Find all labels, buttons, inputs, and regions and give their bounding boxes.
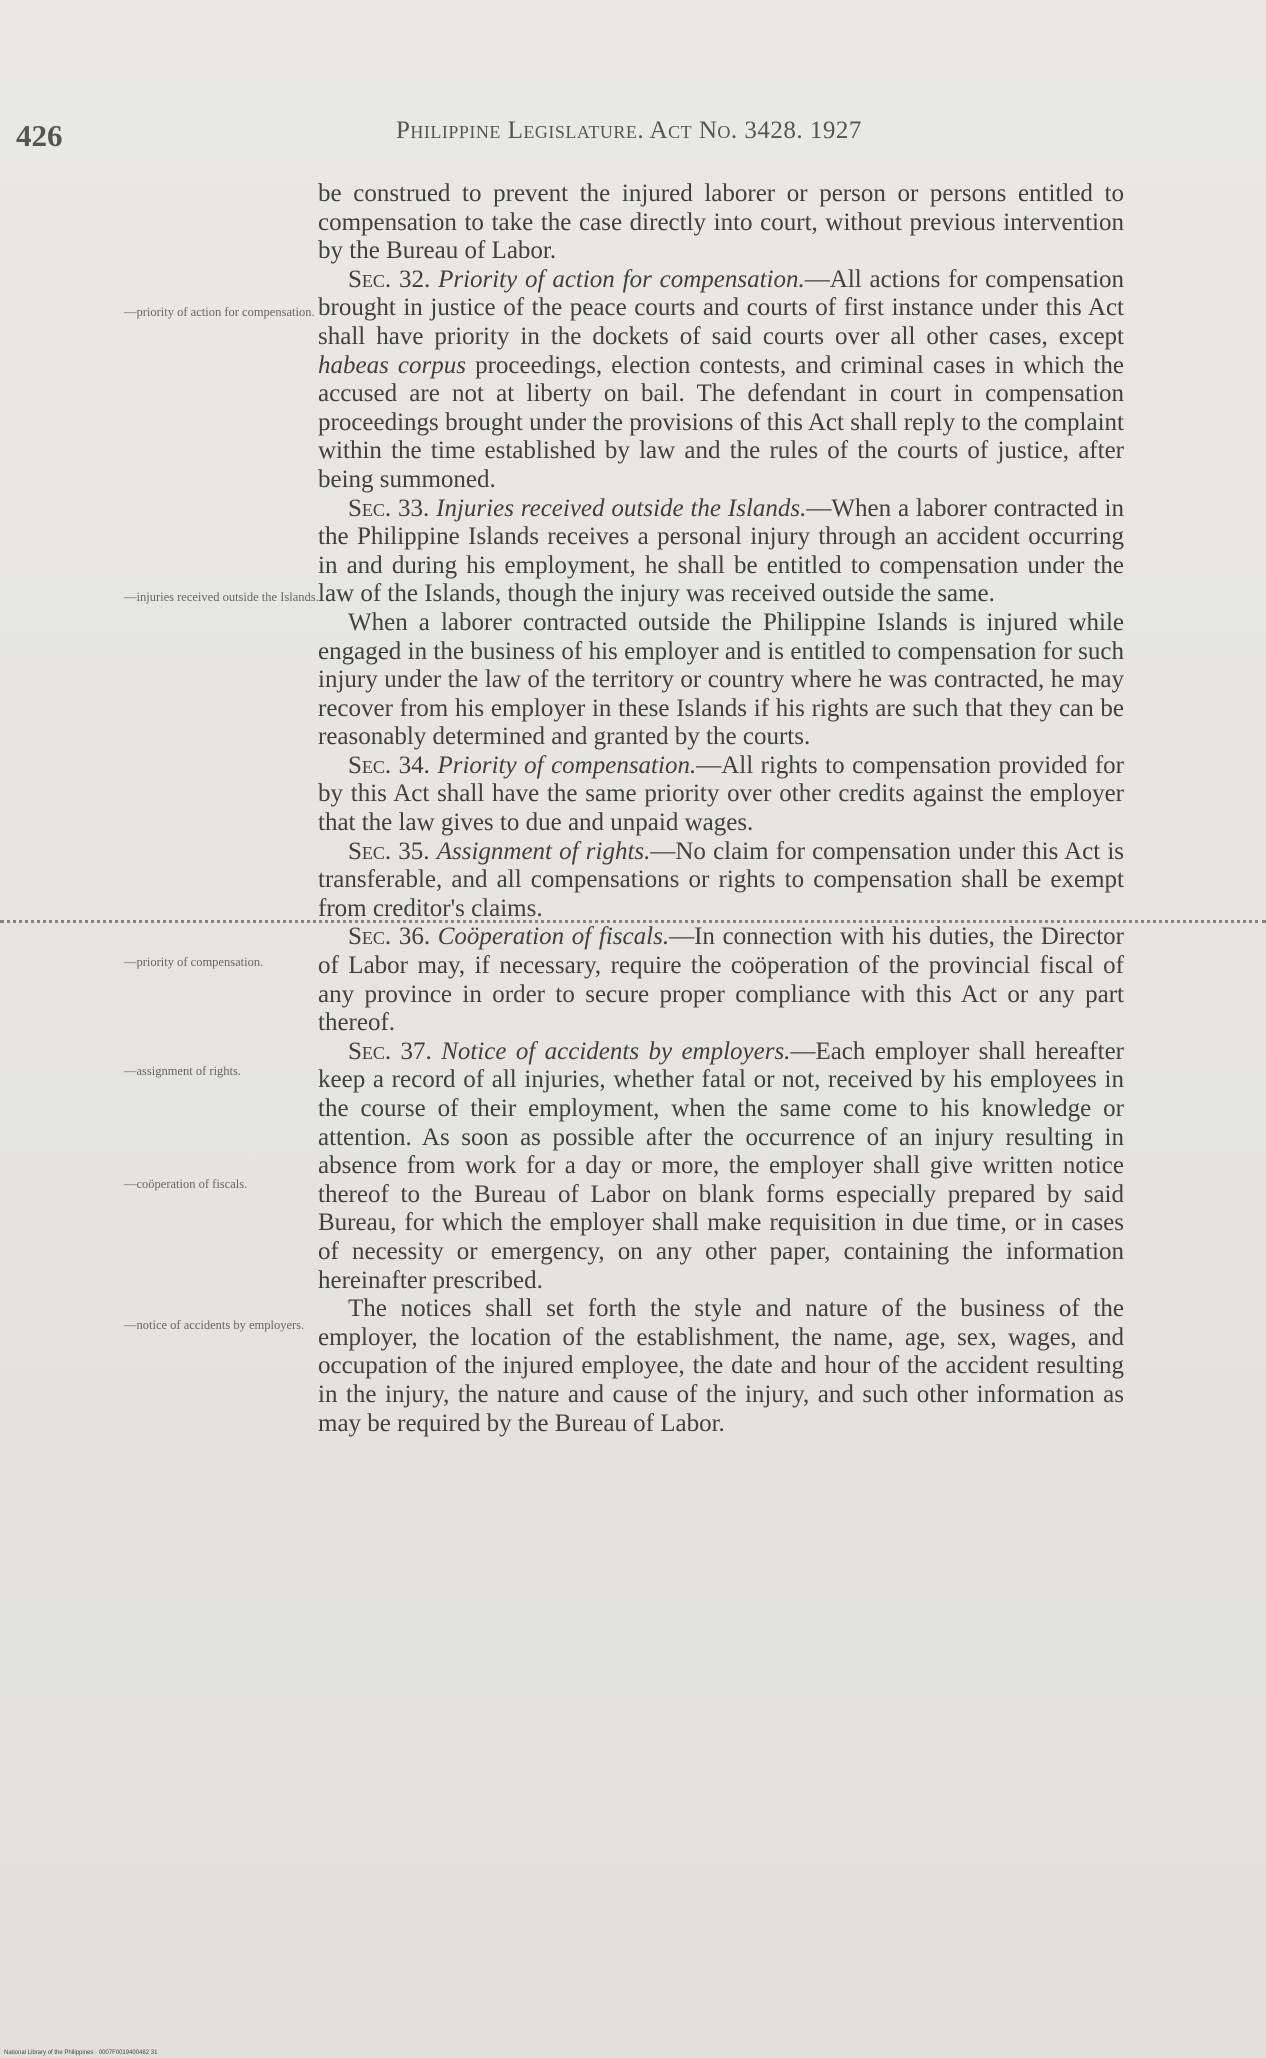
section-35-text: —No claim for compensation under this Act is transferable, and all compensations or rights to compensation shall be exempt from creditor's claims.: [318, 837, 1125, 922]
section-36: [318, 923, 1124, 1037]
margin-note-sec37: —notice of accidents by employers.: [124, 1318, 305, 1332]
section-34-text: —All rights to compensation provided for by this Act shall have the same priority over other credits against the employer that the law gives to due and unpaid wages.: [318, 751, 1124, 837]
margin-note-sec32: —priority of action for compensation.: [124, 305, 315, 319]
continuation-paragraph: be construed to prevent the injured laborer or person or persons entitled to compensation to take the case directly into court, without previous intervention by the Bureau of Labor.: [318, 180, 1124, 265]
section-35: [318, 838, 1124, 924]
scan-fold-line: [0, 920, 1266, 923]
section-35-number: Sec. 35.: [348, 837, 430, 865]
section-32-text-b: proceedings, election contests, and criminal cases in which the accused are not at liberty on bail. The defendant in court in compensation proceedings brought under the provisions of this Act shall reply to the complaint within the time established by law and the rules of the courts of justice, after being summoned.: [318, 351, 1124, 493]
section-34-number: Sec. 34.: [348, 751, 430, 779]
running-head: Philippine Legislature. Act No. 3428. 1927: [396, 117, 862, 144]
section-32-number: Sec. 32.: [348, 265, 431, 293]
section-36-text: —In connection with his duties, the Director of Labor may, if necessary, require the coöperation of the provincial fiscal of any province in order to secure proper compliance with this Act or any part thereof.: [318, 923, 1125, 1037]
section-36-number: Sec. 36.: [348, 923, 431, 951]
section-32-italic: habeas corpus: [318, 351, 466, 379]
margin-note-sec35: —assignment of rights.: [124, 1064, 242, 1078]
body-text: [318, 180, 1124, 1438]
section-33-paragraph-2: When a laborer contracted outside the Philippine Islands is injured while engaged in the business of his employer and is entitled to compensation for such injury under the law of the territory or country where he was contracted, he may recover from his employer in these Islands if his rights are such that they can be reasonably determined and granted by the courts.: [318, 608, 1124, 751]
section-33-title: Injuries received outside the Islands.: [436, 494, 807, 522]
section-37-number: Sec. 37.: [348, 1037, 432, 1065]
margin-note-sec33: —injuries received outside the Islands.: [124, 590, 319, 604]
section-36-title: Coöperation of fiscals.: [437, 923, 670, 951]
margin-note-sec36: —coöperation of fiscals.: [124, 1177, 248, 1191]
page-number: 426: [16, 118, 63, 153]
section-32-title: Priority of action for compensation.: [438, 265, 805, 293]
section-33-number: Sec. 33.: [348, 494, 430, 522]
scan-credit: National Library of the Philippines · 0007F0019400482 31: [4, 2050, 158, 2056]
section-33: [318, 495, 1124, 609]
section-33-text: —When a laborer contracted in the Philippine Islands receives a personal injury through an accident occurring in and during his employment, he shall be entitled to compensation under the law of the Islands, though the injury was received outside the same.: [318, 494, 1125, 608]
section-37: [318, 1038, 1124, 1295]
section-34-title: Priority of compensation.: [437, 751, 697, 779]
section-32: [318, 266, 1124, 495]
section-32-text-a: —All actions for compensation brought in justice of the peace courts and courts of first instance under this Act shall have priority in the dockets of said courts over all other cases, except: [318, 265, 1125, 350]
section-37-text: —Each employer shall hereafter keep a record of all injuries, whether fatal or not, received by his employees in the course of their employment, when the same come to his knowledge or attention. As soon as possible after the occurrence of an injury resulting in absence from work for a day or more, the employer shall give written notice thereof to the Bureau of Labor on blank forms especially prepared by said Bureau, for which the employer shall make requisition in due time, or in cases of necessity or emergency, on any other paper, containing the information hereinafter prescribed.: [318, 1037, 1124, 1294]
section-35-title: Assignment of rights.: [436, 837, 651, 865]
section-34: [318, 752, 1124, 838]
section-37-paragraph-2: The notices shall set forth the style and nature of the business of the employer, the location of the establishment, the name, age, sex, wages, and occupation of the injured employee, the date and hour of the accident resulting in the injury, the nature and cause of the injury, and such other information as may be required by the Bureau of Labor.: [318, 1295, 1124, 1437]
section-37-title: Notice of accidents by employers.: [441, 1037, 791, 1065]
margin-note-sec34: —priority of compensation.: [124, 955, 264, 969]
